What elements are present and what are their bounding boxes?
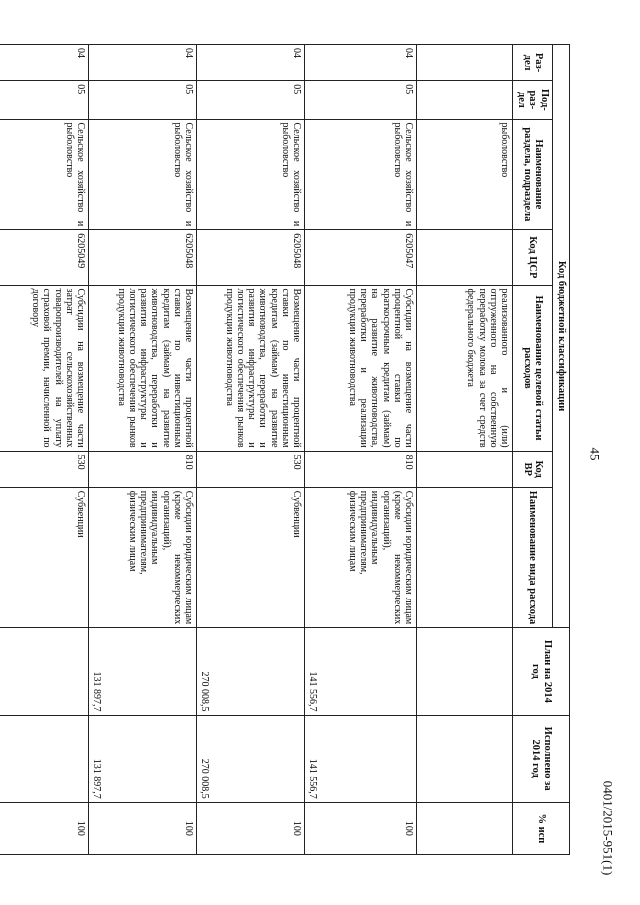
header-name-article: Наименование целевой статьи расходов xyxy=(513,285,553,451)
cell-podrazdel xyxy=(417,81,513,119)
table-row xyxy=(417,45,513,855)
cell-plan: 270 008,5 xyxy=(197,628,305,715)
cell-article: Возмещение части процентной ставки по инвестиционным кредитам (займам) на развитие животноводства, переработки и развития инфраструктуры и логистического обеспечения рынков продукции животноводства xyxy=(197,285,305,451)
cell-exec: 270 008,5 xyxy=(197,715,305,802)
cell-article: Субсидии на возмещение части затрат сельскохозяйственных товаропроизводителей на уплату страховой премии, начисленной по договору xyxy=(0,285,89,451)
budget-table xyxy=(0,44,570,855)
cell-plan: 141 556,7 xyxy=(305,628,417,715)
cell-vr-name xyxy=(417,487,513,628)
cell-exec xyxy=(417,715,513,802)
cell-podrazdel: 05 xyxy=(89,81,197,119)
cell-razdel: 04 xyxy=(197,45,305,81)
cell-csr xyxy=(417,230,513,285)
cell-vr: 810 xyxy=(89,451,197,487)
cell-vr-name: Субсидии юридическим лицам (кроме некоммерческих организаций), индивидуальным предпринимателям, физическим лицам xyxy=(305,487,417,628)
cell-article: Субсидии на возмещение части процентной ставки по краткосрочным кредитам (займам) на развитие животноводства, переработки и реализации продукции животноводства xyxy=(305,285,417,451)
header-group-row xyxy=(553,45,570,855)
cell-pct: 100 xyxy=(197,802,305,854)
header-pct: % исп xyxy=(513,802,570,854)
cell-csr: 6205048 xyxy=(197,230,305,285)
cell-vr-name: Субвенции xyxy=(0,487,89,628)
cell-csr: 6205049 xyxy=(0,230,89,285)
cell-name: рыболовство xyxy=(417,119,513,230)
cell-vr: 530 xyxy=(197,451,305,487)
cell-exec xyxy=(0,715,89,802)
cell-pct: 100 xyxy=(0,802,89,854)
cell-article: реализованного и (или) отгруженного на собственную переработку молока за счет средств федерального бюджета xyxy=(417,285,513,451)
cell-razdel: 04 xyxy=(305,45,417,81)
header-group-title: Код бюджетной классификации xyxy=(553,45,570,628)
header-name-razdel: Наименование раздела, подраздела xyxy=(513,119,553,230)
cell-plan xyxy=(0,628,89,715)
page-number: 45 xyxy=(587,447,603,461)
cell-vr xyxy=(417,451,513,487)
cell-plan xyxy=(417,628,513,715)
rotated-table-container xyxy=(30,44,570,855)
cell-pct: 100 xyxy=(89,802,197,854)
header-name-vr: Наименование вида расхода xyxy=(513,487,553,628)
cell-name: Сельское хозяйство и рыболовство xyxy=(89,119,197,230)
cell-razdel xyxy=(417,45,513,81)
header-podrazdel: Под-раз-дел xyxy=(513,81,553,119)
cell-podrazdel: 05 xyxy=(0,81,89,119)
header-exec: Исполнено за 2014 год xyxy=(513,715,570,802)
header-razdel: Раз-дел xyxy=(513,45,553,81)
cell-pct xyxy=(417,802,513,854)
table-row xyxy=(89,45,197,855)
cell-name: Сельское хозяйство и рыболовство xyxy=(305,119,417,230)
document-code: 0401/2015-951(1) xyxy=(600,780,616,876)
cell-razdel: 04 xyxy=(0,45,89,81)
cell-csr: 6205048 xyxy=(89,230,197,285)
table-row xyxy=(197,45,305,855)
cell-vr: 530 xyxy=(0,451,89,487)
cell-podrazdel: 05 xyxy=(197,81,305,119)
cell-pct: 100 xyxy=(305,802,417,854)
table-row xyxy=(0,45,89,855)
cell-csr: 6205047 xyxy=(305,230,417,285)
header-vr: Код ВР xyxy=(513,451,553,487)
cell-vr: 810 xyxy=(305,451,417,487)
cell-vr-name: Субвенции xyxy=(197,487,305,628)
cell-article: Возмещение части процентной ставки по инвестиционным кредитам (займам) на развитие животноводства, переработки и развития инфраструктуры и логистического обеспечения рынков продукции животноводства xyxy=(89,285,197,451)
cell-plan: 131 897,7 xyxy=(89,628,197,715)
cell-exec: 131 897,7 xyxy=(89,715,197,802)
cell-vr-name: Субсидии юридическим лицам (кроме некоммерческих организаций), индивидуальным предпринимателям, физическим лицам xyxy=(89,487,197,628)
table-row xyxy=(305,45,417,855)
cell-podrazdel: 05 xyxy=(305,81,417,119)
header-csr: Код ЦСР xyxy=(513,230,553,285)
header-plan: План на 2014 год xyxy=(513,628,570,715)
cell-name: Сельское хозяйство и рыболовство xyxy=(197,119,305,230)
cell-name: Сельское хозяйство и рыболовство xyxy=(0,119,89,230)
cell-razdel: 04 xyxy=(89,45,197,81)
cell-exec: 141 556,7 xyxy=(305,715,417,802)
